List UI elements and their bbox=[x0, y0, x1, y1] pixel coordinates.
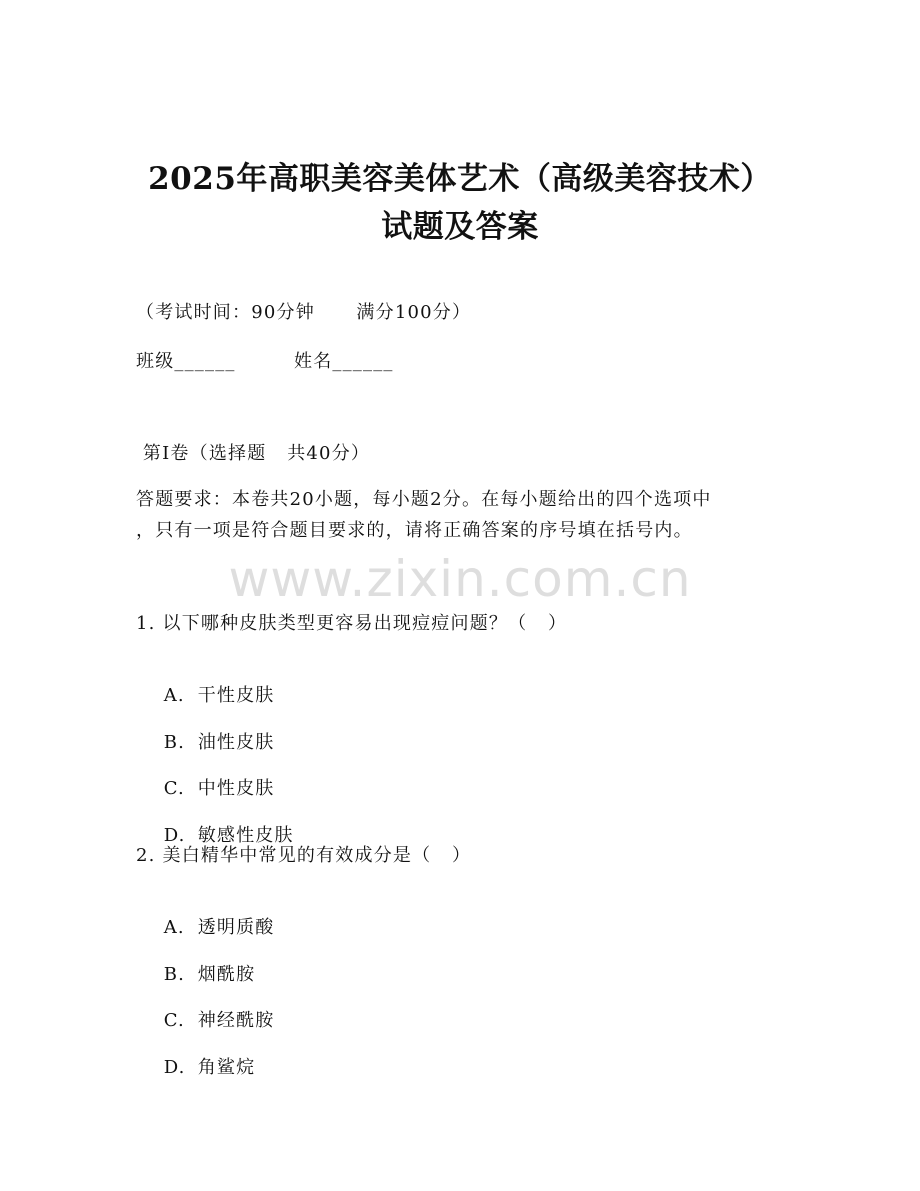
document-title-line-1: 2025年高职美容美体艺术（高级美容技术） bbox=[148, 161, 772, 197]
option-text: 敏感性皮肤 bbox=[197, 825, 294, 846]
option-letter: C. bbox=[163, 1010, 185, 1031]
option-text: 透明质酸 bbox=[197, 917, 275, 938]
instructions-line-2: ，只有一项是符合题目要求的，请将正确答案的序号填在括号内。 bbox=[136, 520, 693, 541]
option-letter: A. bbox=[163, 917, 185, 938]
option-text: 角鲨烷 bbox=[197, 1057, 256, 1078]
exam-info: （考试时间：90分钟 满分100分） bbox=[136, 302, 472, 323]
question-2-option-d bbox=[136, 1029, 255, 1107]
option-letter: D. bbox=[163, 1057, 186, 1078]
option-letter: B. bbox=[163, 964, 186, 985]
instructions-line-1: 答题要求：本卷共20小题，每小题2分。在每小题给出的四个选项中 bbox=[136, 489, 712, 510]
question-1-stem: 1. 以下哪种皮肤类型更容易出现痘痘问题？（ ） bbox=[136, 613, 568, 634]
option-letter: A. bbox=[163, 685, 185, 706]
watermark: www.zixin.com.cn bbox=[228, 550, 692, 608]
option-text: 油性皮肤 bbox=[197, 732, 275, 753]
document-title-line-2: 试题及答案 bbox=[381, 209, 539, 245]
option-letter: D. bbox=[163, 825, 186, 846]
option-text: 烟酰胺 bbox=[197, 964, 256, 985]
section-heading: 第Ⅰ卷（选择题 共40分） bbox=[136, 443, 371, 464]
option-text: 中性皮肤 bbox=[197, 778, 275, 799]
option-text: 神经酰胺 bbox=[197, 1010, 275, 1031]
option-text: 干性皮肤 bbox=[197, 685, 275, 706]
name-field-label: 姓名______ bbox=[294, 351, 394, 372]
option-letter: C. bbox=[163, 778, 185, 799]
class-field-label: 班级______ bbox=[136, 351, 236, 372]
option-letter: B. bbox=[163, 732, 186, 753]
question-2-stem: 2. 美白精华中常见的有效成分是（ ） bbox=[136, 845, 472, 866]
